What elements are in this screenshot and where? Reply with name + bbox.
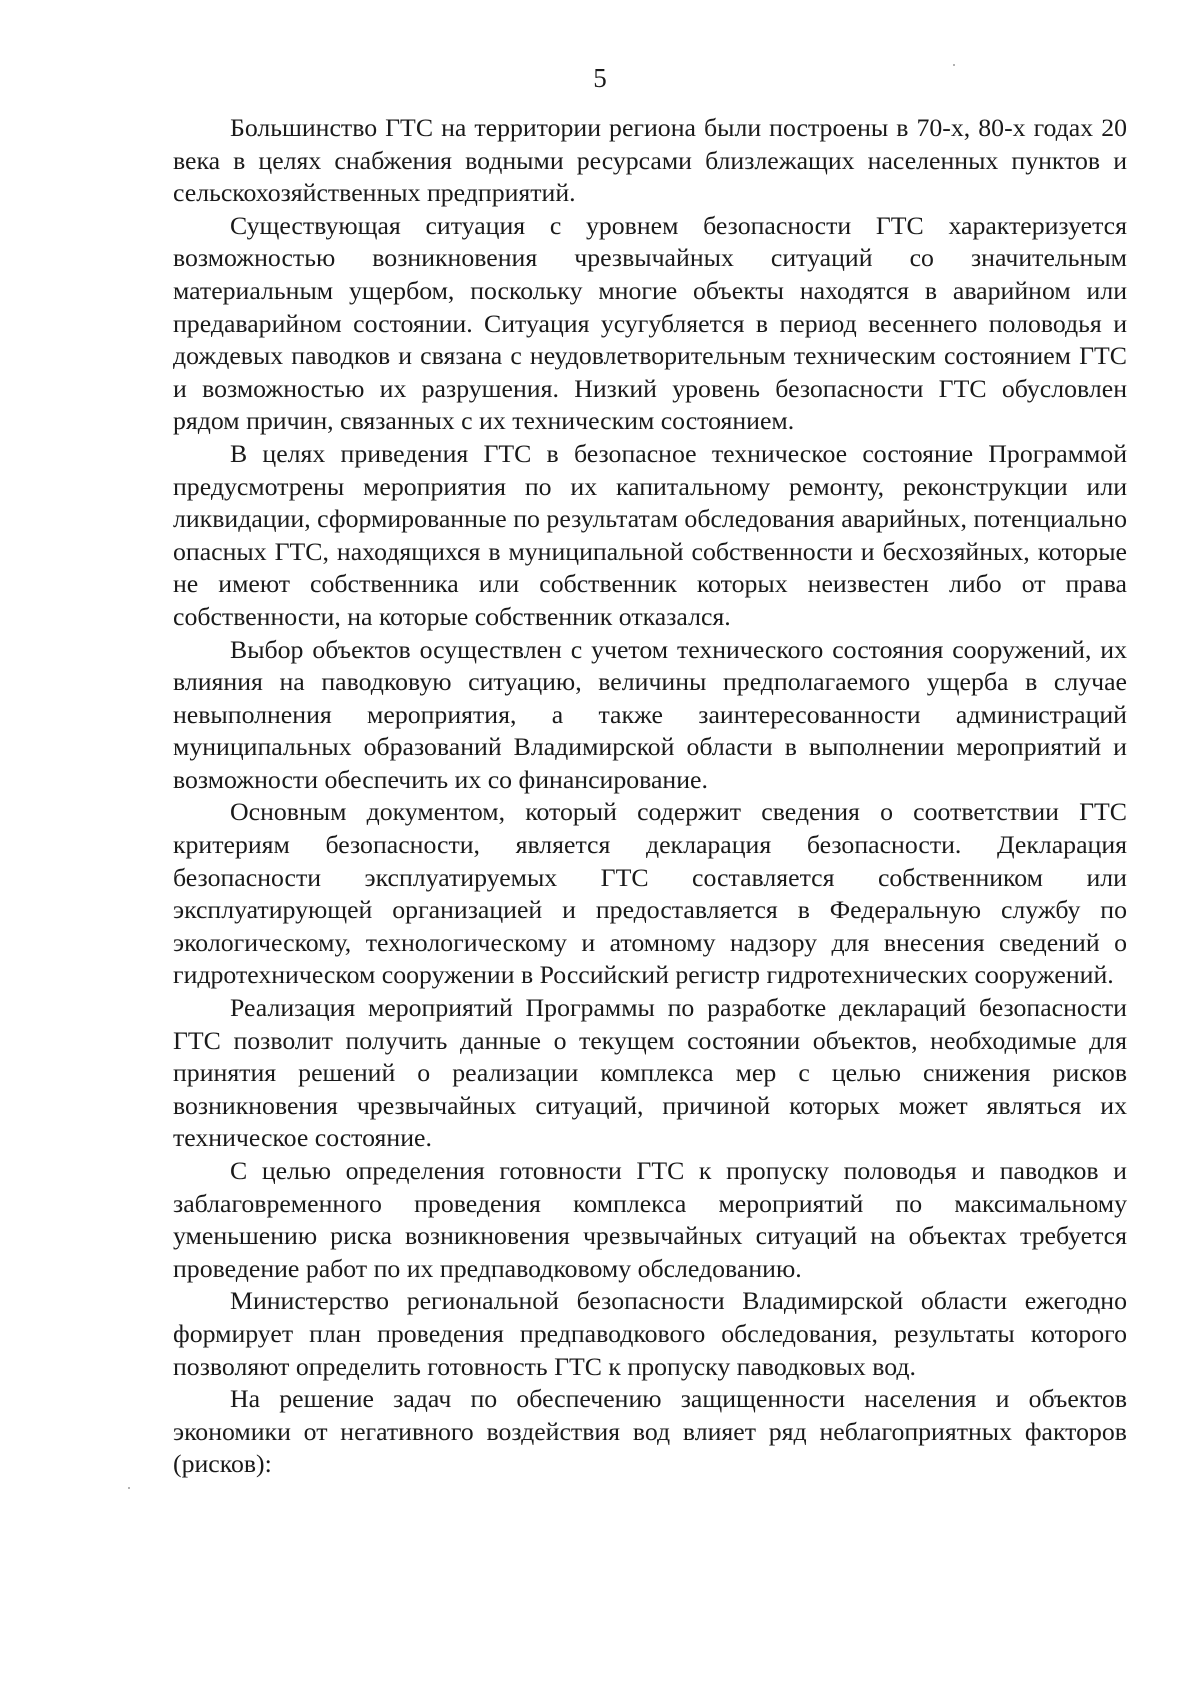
scan-speck [953, 64, 955, 66]
document-body [173, 112, 1127, 1481]
page-number: 5 [593, 63, 607, 93]
paragraph-ministry-plan: Министерство региональной безопасности Владимирской области ежегодно формирует план проведения предпаводкового обследования, результаты которого позволяют определить готовность ГТС к пропуску паводковых вод. [173, 1286, 1127, 1381]
paragraph-program-measures: В целях приведения ГТС в безопасное техническое состояние Программой предусмотрены мероприятия по их капитальному ремонту, реконструкции или ликвидации, сформированные по результатам обследования аварийных, потенциально опасных ГТС, находящихся в муниципальной собственности и бесхозяйных, которые не имеют собственника или собственник которых неизвестен либо от права собственности, на которые собственник отказался. [173, 438, 1127, 631]
paragraph-risk-factors: На решение задач по обеспечению защищенности населения и объектов экономики от негативного воздействия вод влияет ряд неблагоприятных факторов (рисков): [173, 1384, 1127, 1479]
paragraph-safety-situation: Существующая ситуация с уровнем безопасности ГТС характеризуется возможностью возникновения чрезвычайных ситуаций со значительным материальным ущербом, поскольку многие объекты находятся в аварийном или предаварийном состоянии. Ситуация усугубляется в период весеннего половодья и дождевых паводков и связана с неудовлетворительным техническим состоянием ГТС и возможностью их разрушения. Низкий уровень безопасности ГТС обусловлен рядом причин, связанных с их техническим состоянием. [173, 210, 1127, 436]
paragraph-safety-declaration: Основным документом, который содержит сведения о соответствии ГТС критериям безопасности, является декларация безопасности. Декларация безопасности эксплуатируемых ГТС составляется собственником или эксплуатирующей организацией и предоставляется в Федеральную службу по экологическому, технологическому и атомному надзору для внесения сведений о гидротехническом сооружении в Российский регистр гидротехнических сооружений. [173, 797, 1127, 990]
paragraph-gts-construction-history: Большинство ГТС на территории региона были построены в 70-х, 80-х годах 20 века в целях снабжения водными ресурсами близлежащих населенных пунктов и сельскохозяйственных предприятий. [173, 113, 1127, 208]
paragraph-object-selection: Выбор объектов осуществлен с учетом технического состояния сооружений, их влияния на паводковую ситуацию, величины предполагаемого ущерба в случае невыполнения мероприятия, а также заинтересованности администраций муниципальных образований Владимирской области в выполнении мероприятий и возможности обеспечить их со финансирование. [173, 634, 1127, 794]
paragraph-declaration-development: Реализация мероприятий Программы по разработке деклараций безопасности ГТС позволит получить данные о текущем состоянии объектов, необходимые для принятия решений о реализации комплекса мер с целью снижения рисков возникновения чрезвычайных ситуаций, причиной которых может являться их техническое состояние. [173, 993, 1127, 1153]
paragraph-flood-readiness: С целью определения готовности ГТС к пропуску половодья и паводков и заблаговременного проведения комплекса мероприятий по максимальному уменьшению риска возникновения чрезвычайных ситуаций на объектах требуется проведение работ по их предпаводковому обследованию. [173, 1156, 1127, 1283]
scan-speck [128, 1487, 130, 1489]
